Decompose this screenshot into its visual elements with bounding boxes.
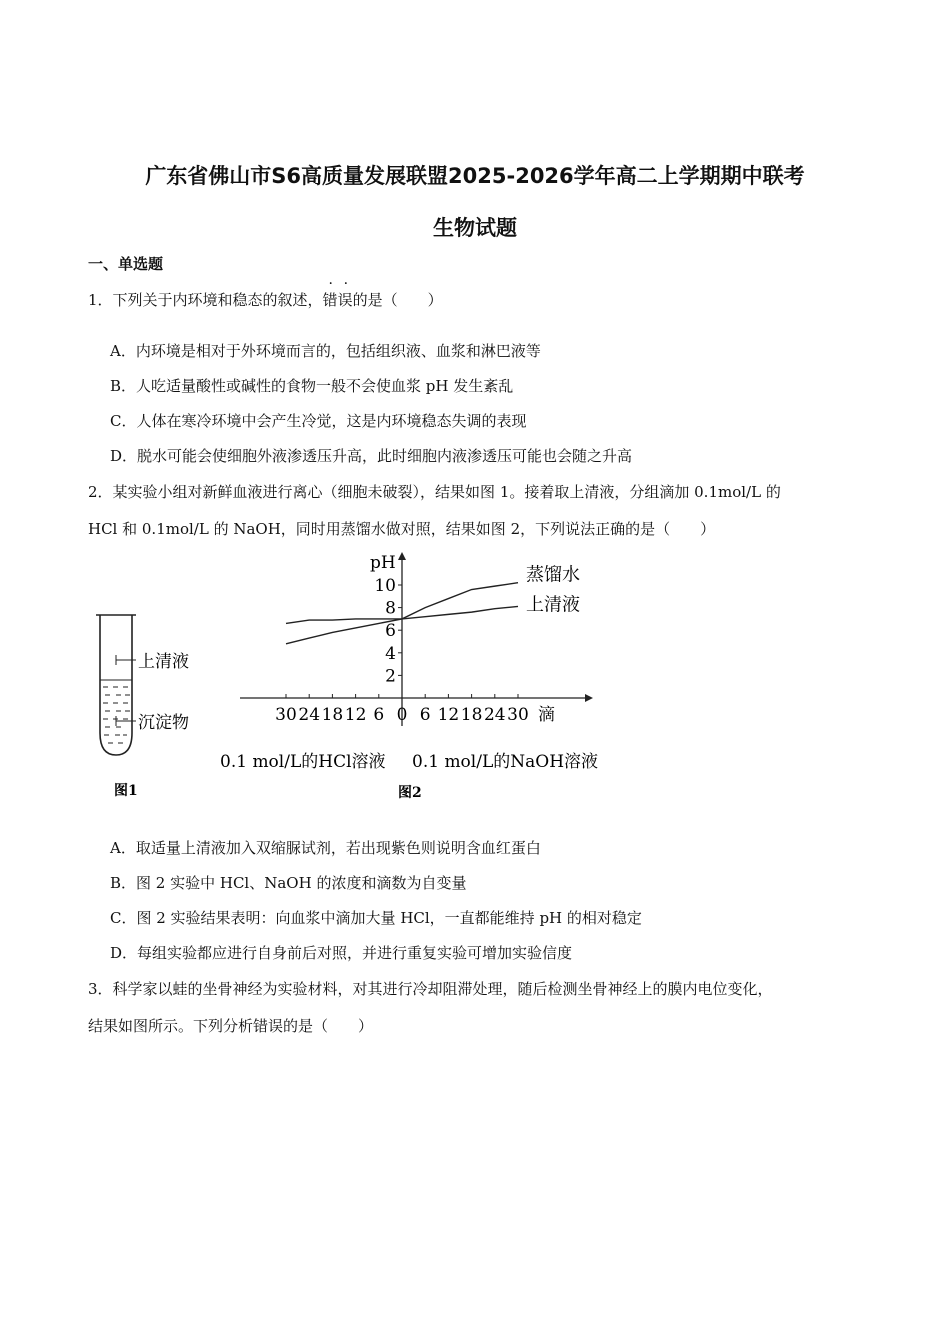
y-tick-label: 8	[385, 598, 396, 619]
x-tick-label: 18	[460, 705, 483, 725]
question-3-stem-line2: 结果如图所示。下列分析错误的是（ ）	[88, 1017, 374, 1035]
x-tick-label: 12	[344, 705, 367, 725]
figure-2-ph-chart	[215, 548, 615, 803]
naoh-axis-label: 0.1 mol/L的NaOH溶液	[412, 752, 599, 772]
question-2-stem-line1: 2．某实验小组对新鲜血液进行离心（细胞未破裂），结果如图 1。接着取上清液，分组滴加 0.1mol/L 的	[88, 483, 781, 501]
question-1-stem	[88, 289, 443, 310]
q2-option-d: D．每组实验都应进行自身前后对照，并进行重复实验可增加实验信度	[110, 944, 573, 962]
x-axis-arrow	[585, 694, 593, 702]
x-tick-label: 24	[298, 705, 321, 725]
label-supernatant: 上清液	[138, 652, 189, 672]
question-2-stem-line2: HCl 和 0.1mol/L 的 NaOH，同时用蒸馏水做对照，结果如图 2，下列说法正确的是（ ）	[88, 520, 716, 538]
x-tick-label: 12	[437, 705, 460, 725]
question-1-stem-pre: 1．下列关于内环境和稳态的叙述，	[88, 291, 323, 309]
y-axis-label: pH	[370, 553, 396, 573]
q1-option-d: D．脱水可能会使细胞外液渗透压升高，此时细胞内液渗透压可能也会随之升高	[110, 447, 633, 465]
figure-1-test-tube	[88, 605, 228, 805]
x-tick-label: 24	[483, 705, 506, 725]
x-tick-label: 6	[419, 705, 431, 725]
label-sediment: 沉淀物	[138, 713, 189, 733]
y-axis-arrow	[398, 552, 406, 560]
y-tick-label: 4	[385, 643, 396, 664]
x-tick-label: 30	[275, 705, 297, 725]
x-axis-unit: 滴	[538, 705, 555, 725]
q2-option-c: C．图 2 实验结果表明：向血浆中滴加大量 HCl，一直都能维持 pH 的相对稳定	[110, 909, 642, 927]
question-3-stem-line1: 3．科学家以蛙的坐骨神经为实验材料，对其进行冷却阻滞处理，随后检测坐骨神经上的膜内电位变化，	[88, 980, 773, 998]
x-tick-label: 6	[373, 705, 385, 725]
x-tick-label: 0	[396, 705, 408, 725]
emphasis-char: 错	[322, 291, 338, 309]
q2-option-b: B．图 2 实验中 HCl、NaOH 的浓度和滴数为自变量	[110, 874, 467, 892]
y-tick-label: 10	[374, 576, 396, 596]
page-subtitle: 生物试题	[433, 216, 517, 240]
y-tick-label: 6	[385, 621, 396, 642]
x-tick-label: 18	[321, 705, 344, 725]
question-1-stem-post: 的是（ ）	[352, 291, 443, 309]
series-label-supernatant: 上清液	[526, 594, 580, 616]
y-tick-label: 2	[385, 666, 396, 687]
series-label-distilled-water: 蒸馏水	[526, 564, 580, 586]
page-title: 广东省佛山市S6高质量发展联盟2025-2026学年高二上学期期中联考	[145, 164, 805, 188]
q1-option-b: B．人吃适量酸性或碱性的食物一般不会使血浆 pH 发生紊乱	[110, 377, 514, 395]
section-heading: 一、单选题	[88, 255, 164, 273]
x-tick-label: 30	[507, 705, 529, 725]
emphasis-char: 误	[337, 291, 353, 309]
q1-option-c: C．人体在寒冷环境中会产生冷觉，这是内环境稳态失调的表现	[110, 412, 527, 430]
q1-option-a: A．内环境是相对于外环境而言的，包括组织液、血浆和淋巴液等	[110, 342, 541, 360]
hcl-axis-label: 0.1 mol/L的HCl溶液	[220, 752, 386, 772]
figure-2-caption: 图2	[398, 785, 422, 801]
q2-option-a: A．取适量上清液加入双缩脲试剂，若出现紫色则说明含血红蛋白	[110, 839, 541, 857]
figure-1-caption: 图1	[114, 783, 138, 799]
